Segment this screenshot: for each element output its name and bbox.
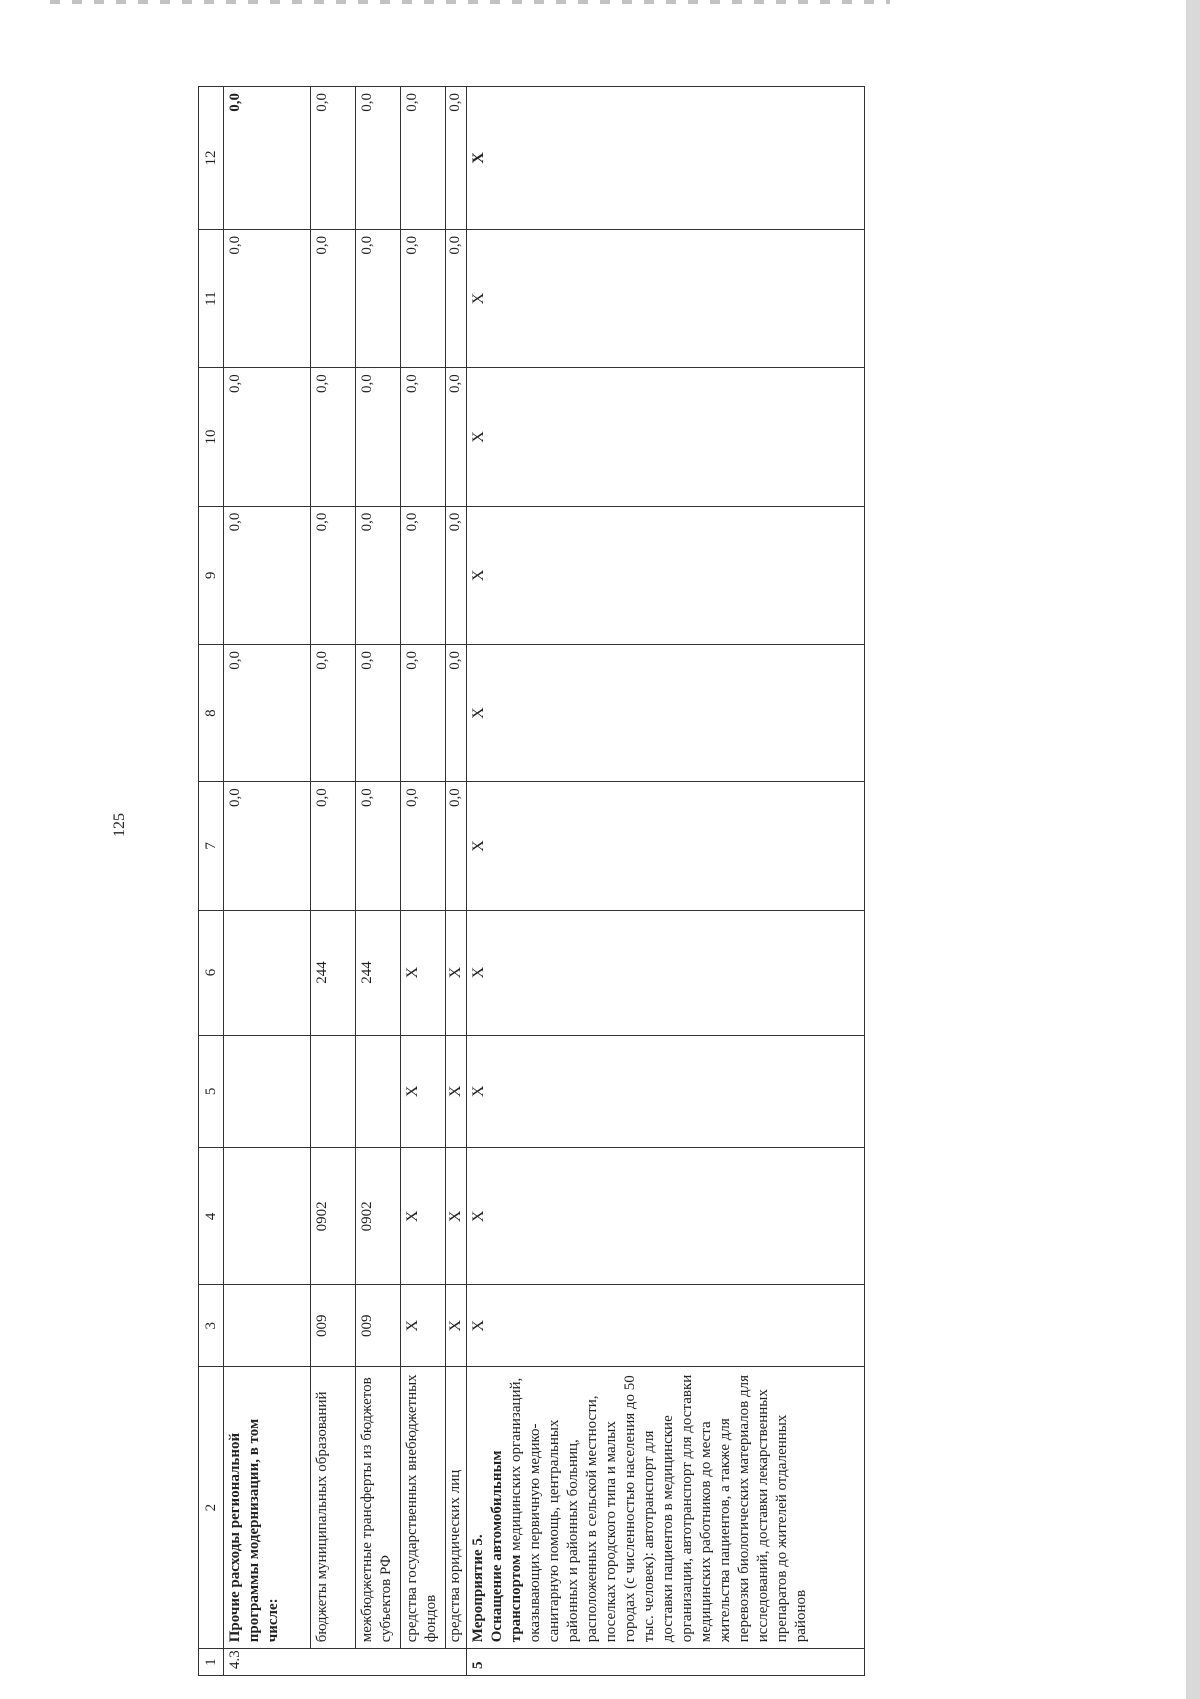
col-header: 7 [199, 782, 224, 910]
cell: X [401, 1035, 446, 1148]
col-header: 11 [199, 229, 224, 367]
row-name: межбюджетные трансферты из бюджетов субъектов РФ [356, 1366, 401, 1648]
col-header: 12 [199, 87, 224, 230]
cell: X [467, 1035, 865, 1148]
cell: 0,0 [311, 87, 356, 230]
cell: X [401, 1285, 446, 1366]
cell: 0,0 [224, 368, 311, 506]
cell: X [446, 1148, 467, 1285]
col-header: 5 [199, 1035, 224, 1148]
row-id: 4.3 [224, 1649, 467, 1676]
table-row [446, 87, 467, 1676]
cell: 0,0 [401, 506, 446, 644]
row-name: средства юридических лиц [446, 1366, 467, 1648]
page-number: 125 [111, 813, 128, 837]
cell: 0,0 [224, 645, 311, 782]
row-name: бюджеты муниципальных образований [311, 1366, 356, 1648]
cell: 0,0 [446, 368, 467, 506]
cell [224, 1148, 311, 1285]
cell: 0902 [311, 1148, 356, 1285]
scan-artifact [50, 0, 890, 4]
row-name: средства государственных внебюджетных фондов [401, 1366, 446, 1648]
row-name: Прочие расходы региональной программы модернизации, в том числе: [224, 1366, 311, 1648]
table-row [311, 87, 356, 1676]
cell: 0,0 [356, 645, 401, 782]
cell: 0,0 [356, 782, 401, 910]
cell: 009 [311, 1285, 356, 1366]
cell: 244 [356, 910, 401, 1035]
cell: 0,0 [401, 645, 446, 782]
cell: 0,0 [356, 229, 401, 367]
rotated-table-wrapper [198, 86, 1010, 1676]
cell: X [446, 1035, 467, 1148]
row-name [467, 1366, 865, 1648]
cell: 0,0 [311, 229, 356, 367]
col-header: 9 [199, 506, 224, 644]
cell: 0,0 [224, 87, 311, 230]
cell: X [401, 910, 446, 1035]
cell [311, 1035, 356, 1148]
cell: 0,0 [446, 506, 467, 644]
cell: 0902 [356, 1148, 401, 1285]
cell: X [401, 1148, 446, 1285]
cell: 0,0 [446, 229, 467, 367]
col-header: 8 [199, 645, 224, 782]
table-row [356, 87, 401, 1676]
col-header: 4 [199, 1148, 224, 1285]
cell [224, 1285, 311, 1366]
cell: 0,0 [356, 87, 401, 230]
cell: 0,0 [311, 368, 356, 506]
cell: X [467, 1148, 865, 1285]
cell: 0,0 [401, 782, 446, 910]
row-description: медицинских организаций, оказывающих первичную медико-санитарную помощь, центральных районных и районных больниц, расположенных в сельской местности, поселках городского типа и малых городах (с численностью населения до 50 тыс. человек): автотранспорт для доставки пациентов в медицинские организации, автотранспорт для доставки медицинских работников до места жительства пациентов, а также для перевозки биологических материалов для исследований, доставки лекарственных препаратов до жителей отдаленных районов [508, 1374, 809, 1643]
cell: 0,0 [356, 368, 401, 506]
cell [224, 1035, 311, 1148]
col-header: 10 [199, 368, 224, 506]
cell: X [446, 1285, 467, 1366]
cell: 0,0 [401, 368, 446, 506]
table-row [401, 87, 446, 1676]
budget-table [198, 86, 865, 1676]
cell: X [467, 645, 865, 782]
cell: 0,0 [224, 782, 311, 910]
cell: 0,0 [224, 506, 311, 644]
cell: 0,0 [311, 506, 356, 644]
cell: X [467, 87, 865, 230]
col-header: 2 [199, 1366, 224, 1648]
col-header: 3 [199, 1285, 224, 1366]
row-id: 5 [467, 1649, 865, 1676]
cell [224, 910, 311, 1035]
cell: X [467, 229, 865, 367]
cell: 0,0 [311, 782, 356, 910]
cell: 0,0 [401, 229, 446, 367]
table-row [224, 87, 311, 1676]
cell: 0,0 [446, 645, 467, 782]
cell: X [467, 1285, 865, 1366]
table-row [467, 87, 865, 1676]
cell: 009 [356, 1285, 401, 1366]
cell: 244 [311, 910, 356, 1035]
cell: 0,0 [446, 782, 467, 910]
row-title-bold: Оснащение автомобильным транспортом [489, 1450, 524, 1643]
cell: X [467, 368, 865, 506]
cell: 0,0 [356, 506, 401, 644]
row-title: Мероприятие 5. [470, 1534, 486, 1643]
cell: X [467, 506, 865, 644]
cell: 0,0 [224, 229, 311, 367]
col-header: 6 [199, 910, 224, 1035]
cell: 0,0 [311, 645, 356, 782]
cell [356, 1035, 401, 1148]
cell: X [467, 910, 865, 1035]
cell: X [467, 782, 865, 910]
cell: 0,0 [401, 87, 446, 230]
header-row [199, 87, 224, 1676]
cell: 0,0 [446, 87, 467, 230]
cell: X [446, 910, 467, 1035]
col-header: 1 [199, 1649, 224, 1676]
